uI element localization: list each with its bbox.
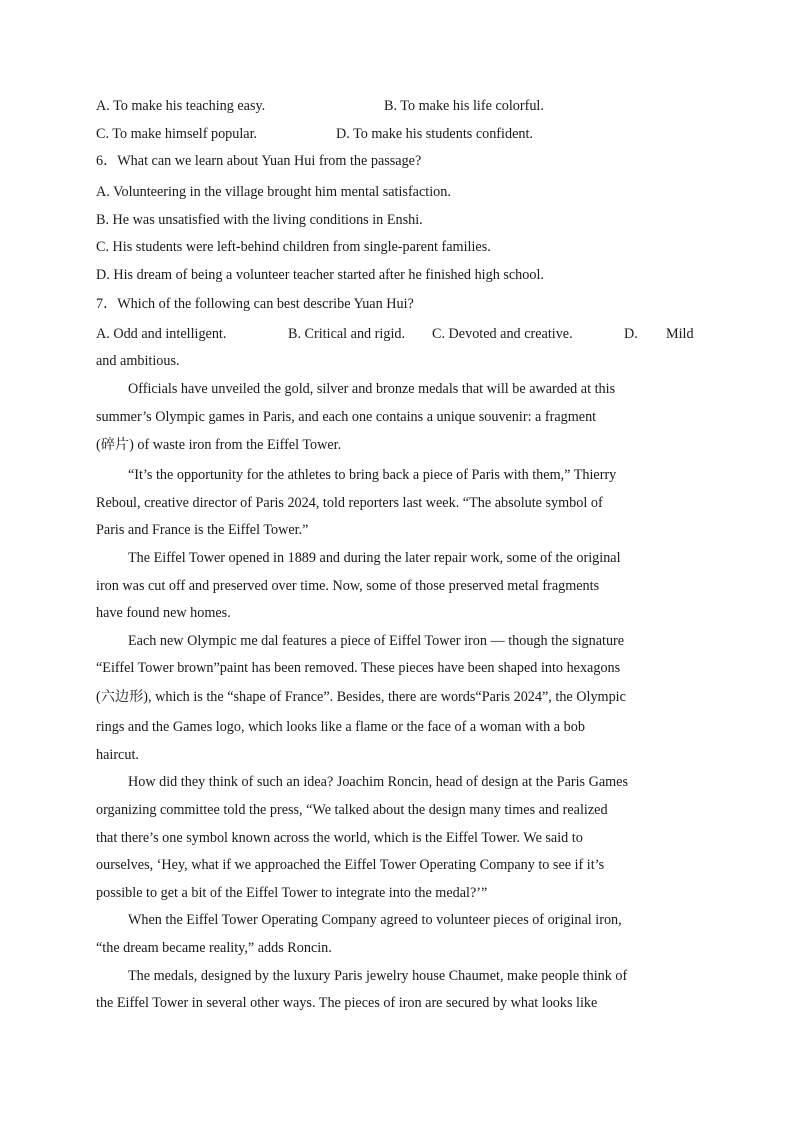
q5-option-c: C. To make himself popular. <box>96 126 258 142</box>
passage-p4-line4: rings and the Games logo, which looks like a flame or the face of a woman with a bob <box>96 719 585 735</box>
passage-p6-line1: When the Eiffel Tower Operating Company agreed to volunteer pieces of original iron, <box>128 912 622 928</box>
passage-p2-line1: “It’s the opportunity for the athletes to bring back a piece of Paris with them,” Thierry <box>128 467 617 483</box>
q6-stem: 6．What can we learn about Yuan Hui from the passage? <box>96 153 422 169</box>
passage-p1-line2: summer’s Olympic games in Paris, and each one contains a unique souvenir: a fragment <box>96 409 597 425</box>
passage-p4-line5: haircut. <box>96 747 139 763</box>
q5-option-b: B. To make his life colorful. <box>384 98 544 114</box>
q7-option-c: C. Devoted and creative. <box>432 326 573 342</box>
q7-option-d-letter: D. <box>624 326 638 342</box>
passage-p5-line5: possible to get a bit of the Eiffel Tower to integrate into the medal?’” <box>96 885 488 901</box>
passage-p3-line2: iron was cut off and preserved over time. Now, some of those preserved metal fragments <box>96 578 600 594</box>
q7-option-a: A. Odd and intelligent. <box>96 326 227 342</box>
q6-option-d: D. His dream of being a volunteer teacher started after he finished high school. <box>96 267 544 283</box>
passage-p7-line2: the Eiffel Tower in several other ways. The pieces of iron are secured by what looks like <box>96 995 598 1011</box>
passage-p4-line3: (六边形), which is the “shape of France”. Besides, there are words“Paris 2024”, the Olympic <box>96 689 626 705</box>
passage-p3-line1: The Eiffel Tower opened in 1889 and during the later repair work, some of the original <box>128 550 621 566</box>
q6-option-c: C. His students were left-behind children from single-parent families. <box>96 239 491 255</box>
q6-option-a: A. Volunteering in the village brought him mental satisfaction. <box>96 184 451 200</box>
passage-p3-line3: have found new homes. <box>96 605 231 621</box>
passage-p6-line2: “the dream became reality,” adds Roncin. <box>96 940 332 956</box>
passage-p1-line1: Officials have unveiled the gold, silver and bronze medals that will be awarded at this <box>128 381 616 397</box>
q7-stem: 7．Which of the following can best describe Yuan Hui? <box>96 296 414 312</box>
q7-option-d-word: Mild <box>666 326 694 342</box>
passage-p7-line1: The medals, designed by the luxury Paris jewelry house Chaumet, make people think of <box>128 968 628 984</box>
passage-p4-line1: Each new Olympic me dal features a piece of Eiffel Tower iron — though the signature <box>128 633 625 649</box>
q6-option-b: B. He was unsatisfied with the living conditions in Enshi. <box>96 212 423 228</box>
passage-p5-line4: ourselves, ‘Hey, what if we approached the Eiffel Tower Operating Company to see if it’s <box>96 857 605 873</box>
passage-p1-line3: (碎片) of waste iron from the Eiffel Tower. <box>96 437 342 453</box>
passage-p5-line3: that there’s one symbol known across the world, which is the Eiffel Tower. We said to <box>96 830 583 846</box>
q7-option-d-rest: and ambitious. <box>96 353 180 369</box>
passage-p5-line1: How did they think of such an idea? Joachim Roncin, head of design at the Paris Games <box>128 774 628 790</box>
passage-p2-line2: Reboul, creative director of Paris 2024, told reporters last week. “The absolute symbol of <box>96 495 603 511</box>
passage-p4-line2: “Eiffel Tower brown”paint has been removed. These pieces have been shaped into hexagons <box>96 660 621 676</box>
q5-option-d: D. To make his students confident. <box>336 126 533 142</box>
passage-p2-line3: Paris and France is the Eiffel Tower.” <box>96 522 309 538</box>
q7-option-b: B. Critical and rigid. <box>288 326 406 342</box>
q5-option-a: A. To make his teaching easy. <box>96 98 266 114</box>
passage-p5-line2: organizing committee told the press, “We talked about the design many times and realized <box>96 802 608 818</box>
